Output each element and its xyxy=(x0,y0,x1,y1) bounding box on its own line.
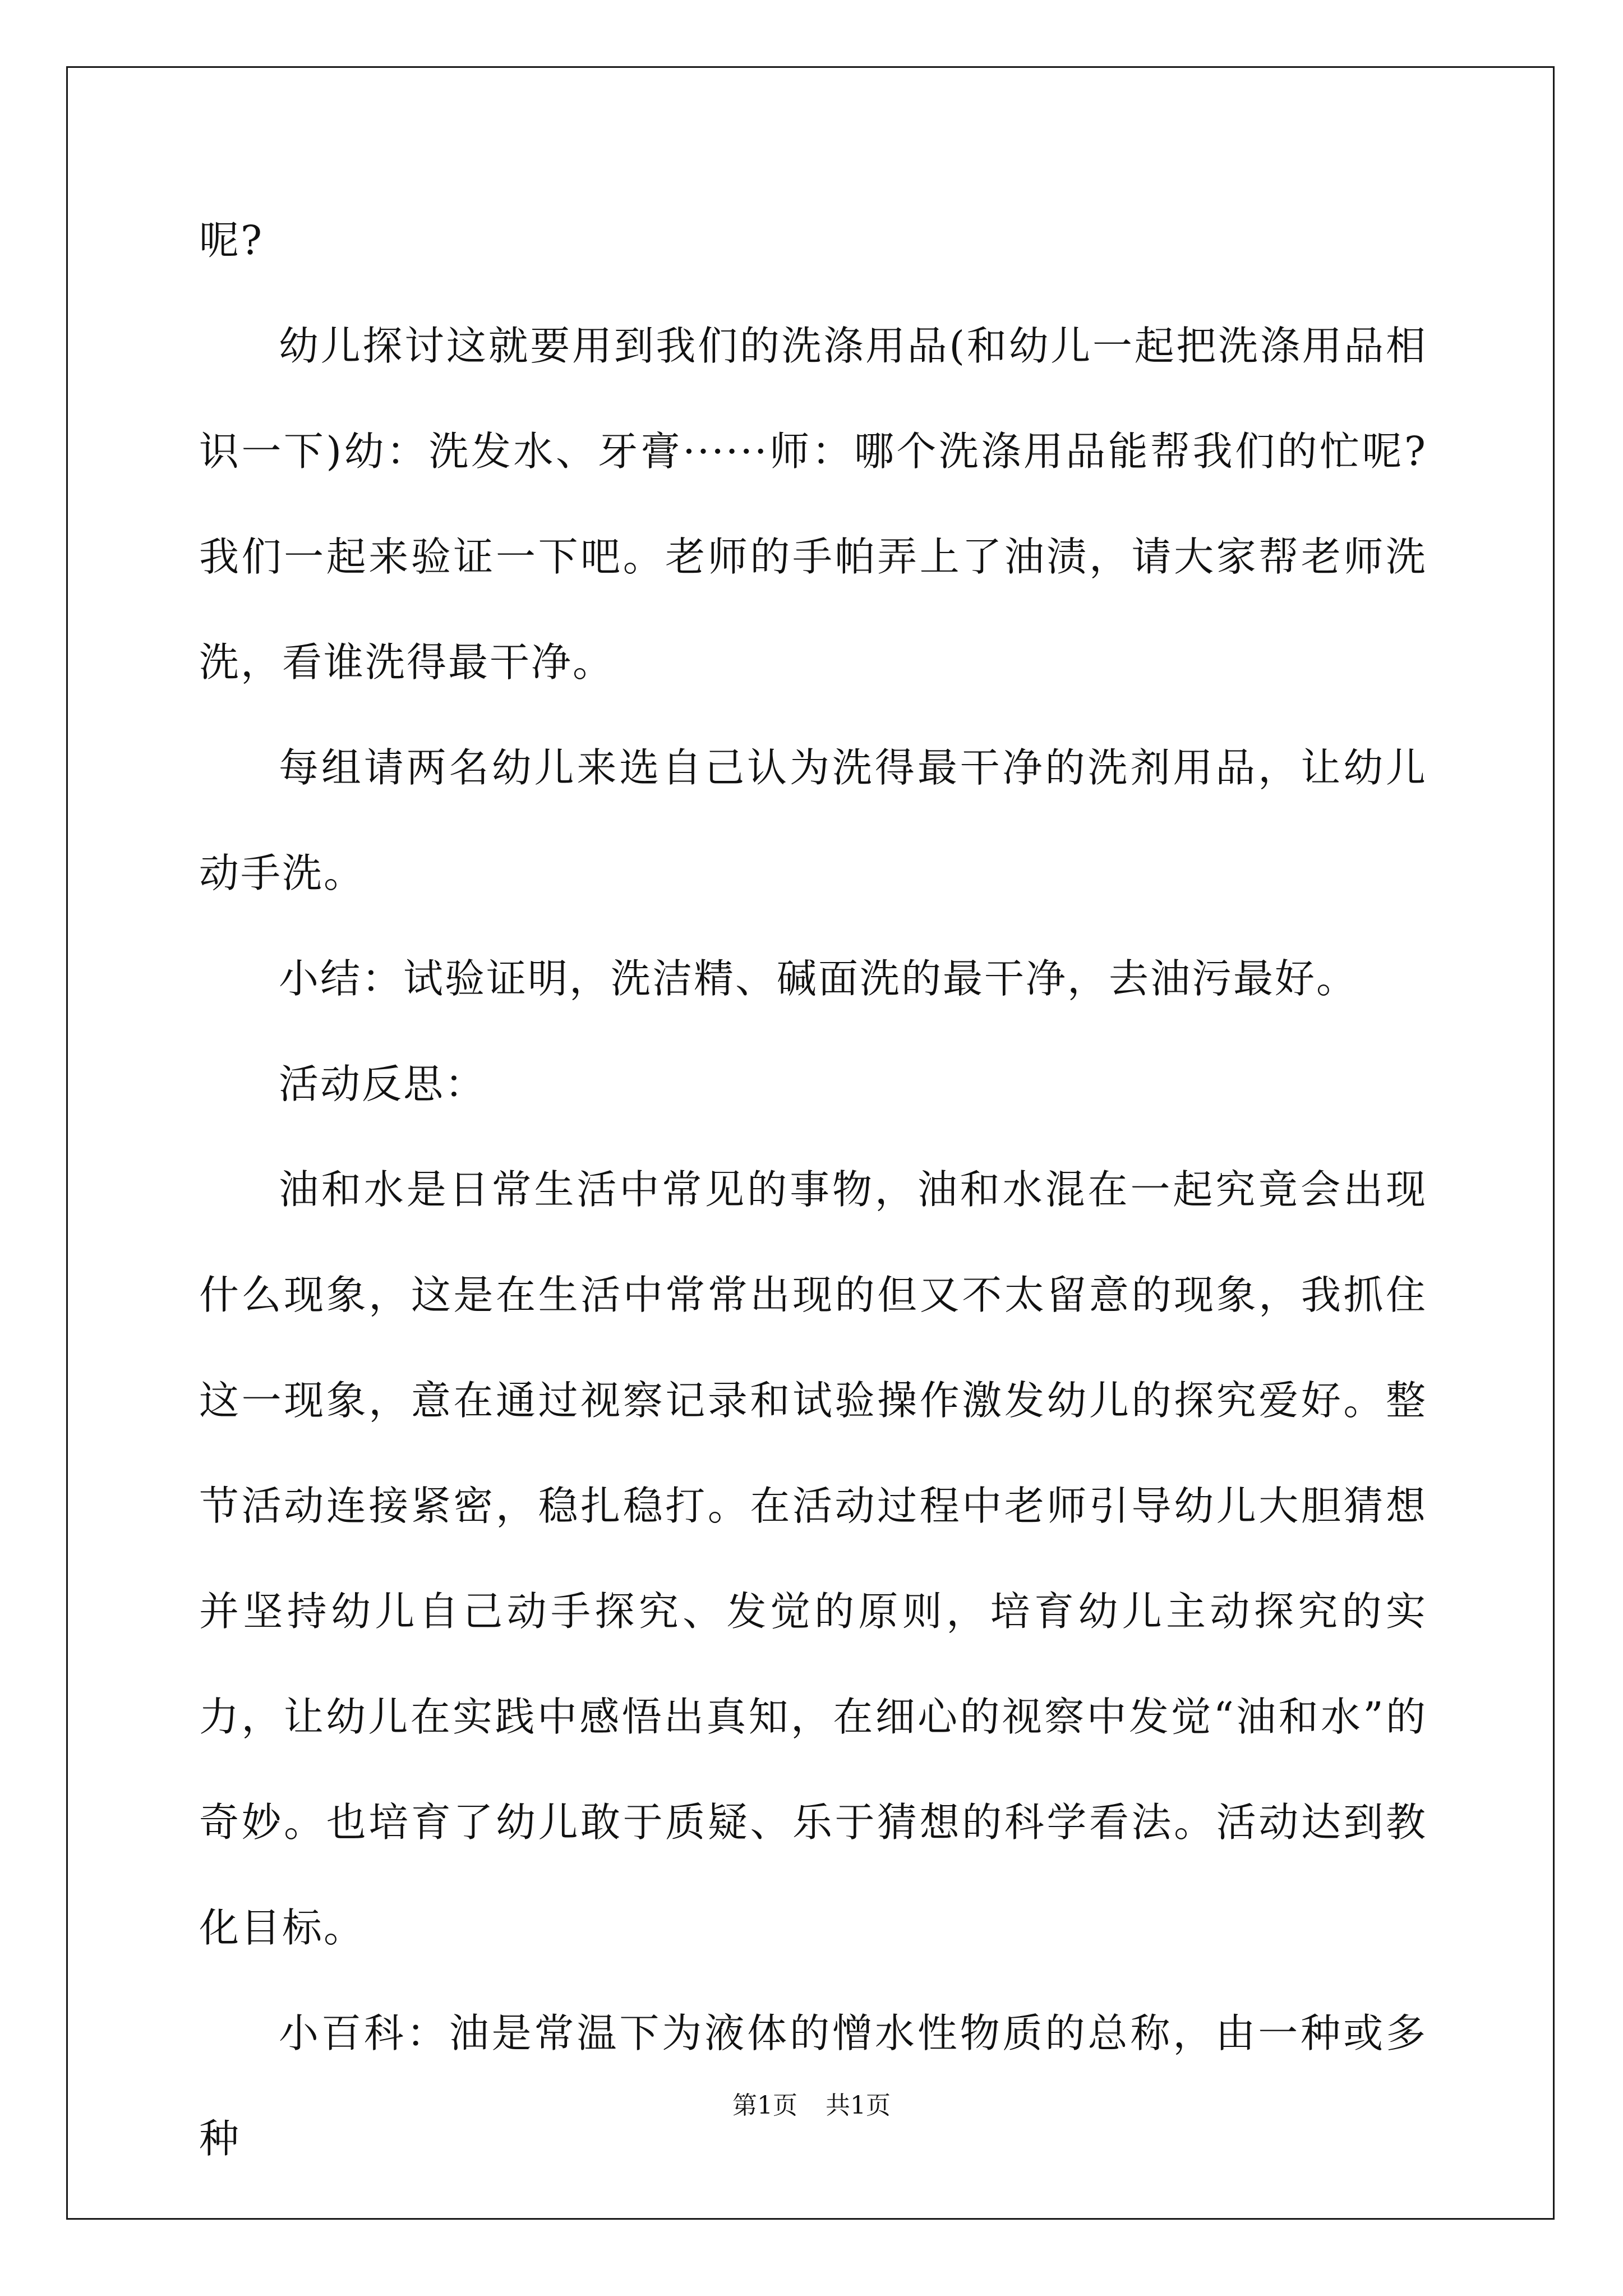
paragraph: 幼儿探讨这就要用到我们的洗涤用品(和幼儿一起把洗涤用品相识一下)幼：洗发水、牙膏······师：哪个洗涤用品能帮我们的忙呢?我们一起来验证一下吧。老师的手帕弄上了油渍，请大家帮老师洗洗，看谁洗得最干净。 xyxy=(199,323,1427,685)
page-number: 第1页 xyxy=(732,2091,797,2120)
paragraph: 每组请两名幼儿来选自己认为洗得最干净的洗剂用品，让幼儿动手洗。 xyxy=(199,744,1427,896)
paragraph: 小百科：油是常温下为液体的憎水性物质的总称，由一种或多种 xyxy=(199,2010,1427,2162)
paragraph: 油和水是日常生活中常见的事物，油和水混在一起究竟会出现什么现象，这是在生活中常常出现的但又不太留意的现象，我抓住这一现象，意在通过视察记录和试验操作激发幼儿的探究爱好。整节活动连接紧密，稳扎稳打。在活动过程中老师引导幼儿大胆猜想并坚持幼儿自己动手探究、发觉的原则，培育幼儿主动探究的实力，让幼儿在实践中感悟出真知，在细心的视察中发觉“油和水”的奇妙。也培育了幼儿敢于质疑、乐于猜想的科学看法。活动达到教化目标。 xyxy=(199,1166,1427,1951)
paragraph: 活动反思： xyxy=(279,1061,487,1107)
paragraph: 小结：试验证明，洗洁精、碱面洗的最干净，去油污最好。 xyxy=(279,955,1358,1002)
document-body xyxy=(199,188,1427,2192)
page-footer xyxy=(0,2089,1623,2123)
paragraph: 呢? xyxy=(199,217,264,264)
page-total: 共1页 xyxy=(826,2091,891,2120)
